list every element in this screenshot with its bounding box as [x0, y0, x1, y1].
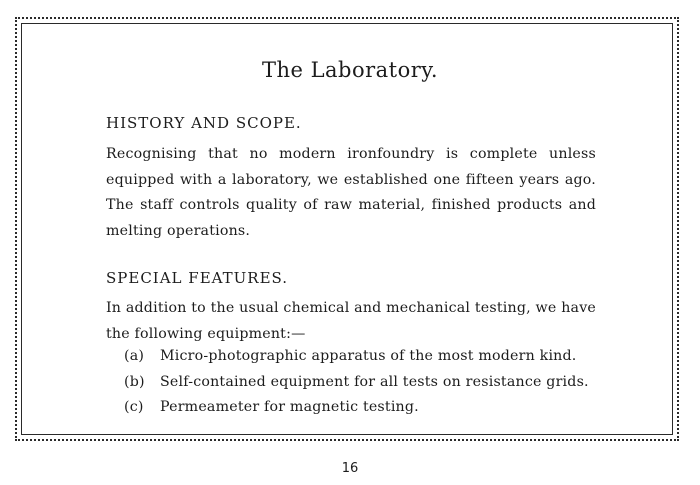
- equipment-list: [124, 344, 589, 421]
- section-paragraph-history: Recognising that no modern ironfoundry is complete unless equipped with a laboratory, we established one fifteen years ago. The staff controls quality of raw material, finished products and melting operations.: [106, 146, 596, 239]
- list-item: [124, 370, 589, 396]
- list-item-text: Micro-photographic apparatus of the most modern kind.: [160, 348, 577, 364]
- list-item-marker: (a): [124, 348, 145, 364]
- page-number: 16: [341, 461, 359, 476]
- list-item: [124, 344, 589, 370]
- list-item-text: Permeameter for magnetic testing.: [160, 399, 419, 415]
- list-item-marker: (b): [124, 373, 145, 390]
- list-item-text: Self-contained equipment for all tests on resistance grids.: [160, 373, 589, 390]
- page-title: The Laboratory.: [261, 58, 439, 82]
- list-item-marker: (c): [124, 399, 144, 415]
- list-item: [124, 395, 589, 421]
- section-paragraph-features: In addition to the usual chemical and mechanical testing, we have the following equipment:—: [106, 300, 596, 342]
- section-heading-history: HISTORY AND SCOPE.: [106, 114, 302, 132]
- section-heading-features: SPECIAL FEATURES.: [106, 269, 289, 287]
